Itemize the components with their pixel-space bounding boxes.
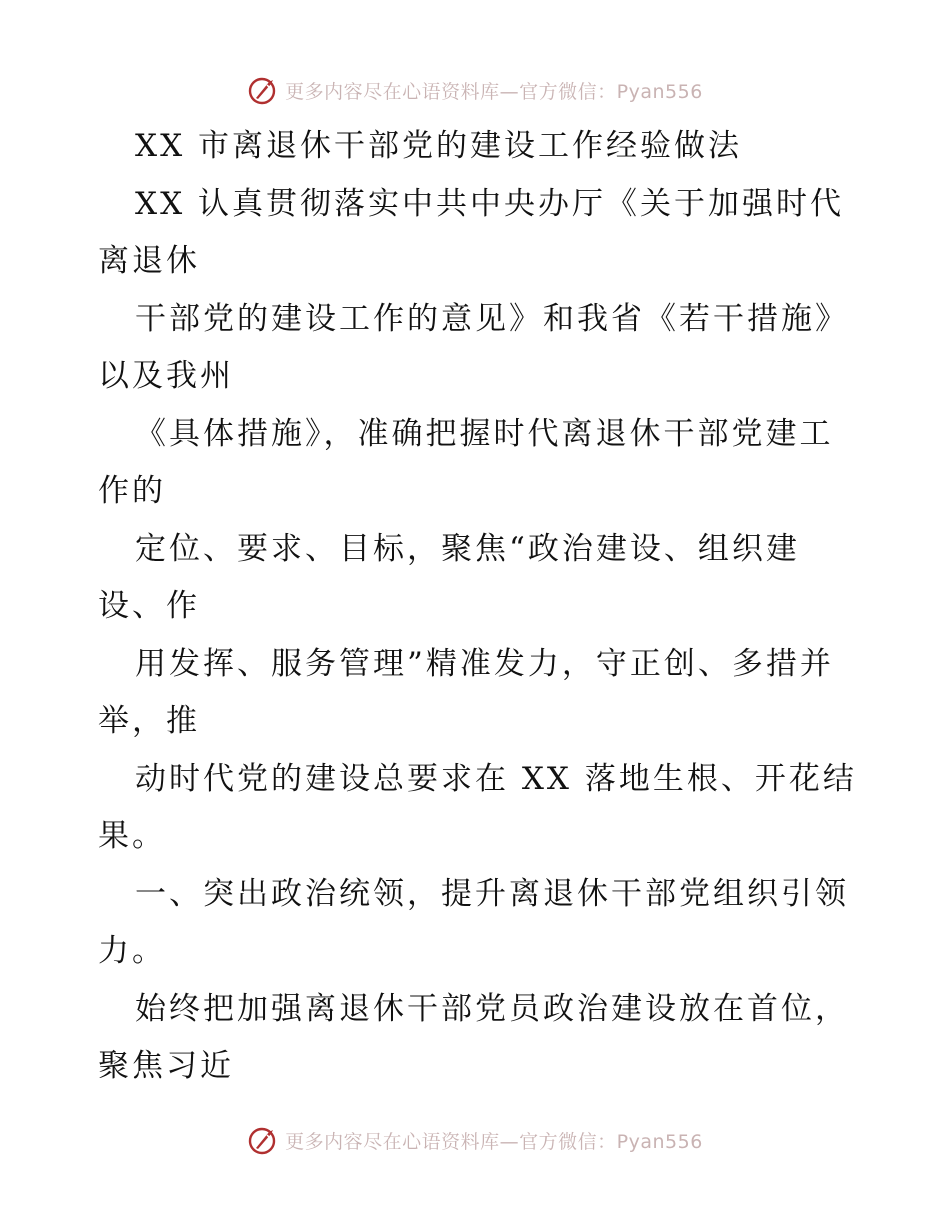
document-title: XX 市离退休干部党的建设工作经验做法 [135,128,742,164]
paragraph-line: 聚焦习近 [98,1048,234,1084]
header-banner [0,70,950,110]
paragraph-line: 始终把加强离退休干部党员政治建设放在首位， [135,990,849,1027]
paragraph-line: 设、作 [98,588,200,624]
quill-pen-logo-icon [247,1124,279,1156]
paragraph-line: 离退休 [98,243,200,279]
paragraph-line: 干部党的建设工作的意见》和我省《若干措施》 [135,300,849,337]
paragraph-line: 动时代党的建设总要求在 XX 落地生根、开花结 [135,760,857,797]
paragraph-line: 力。 [98,933,166,969]
paragraph-line: 定位、要求、目标，聚焦“政治建设、组织建 [135,530,800,567]
quill-pen-logo-icon [247,74,279,106]
header-banner-text: 更多内容尽在心语资料库—官方微信：Pyan556 [285,80,703,103]
paragraph-line: 用发挥、服务管理”精准发力，守正创、多措并 [135,645,834,682]
paragraph-line: 以及我州 [98,358,234,394]
paragraph-line: 举，推 [98,703,200,739]
footer-banner [0,1120,950,1160]
paragraph-line: XX 认真贯彻落实中共中央办厅《关于加强时代 [135,185,844,222]
paragraph-line: 作的 [98,473,166,509]
section-heading: 一、突出政治统领，提升离退休干部党组织引领 [135,875,849,912]
footer-banner-text: 更多内容尽在心语资料库—官方微信：Pyan556 [285,1130,703,1153]
paragraph-line: 果。 [98,818,166,854]
paragraph-line: 《具体措施》，准确把握时代离退休干部党建工 [135,415,834,452]
document-body [98,118,858,1096]
